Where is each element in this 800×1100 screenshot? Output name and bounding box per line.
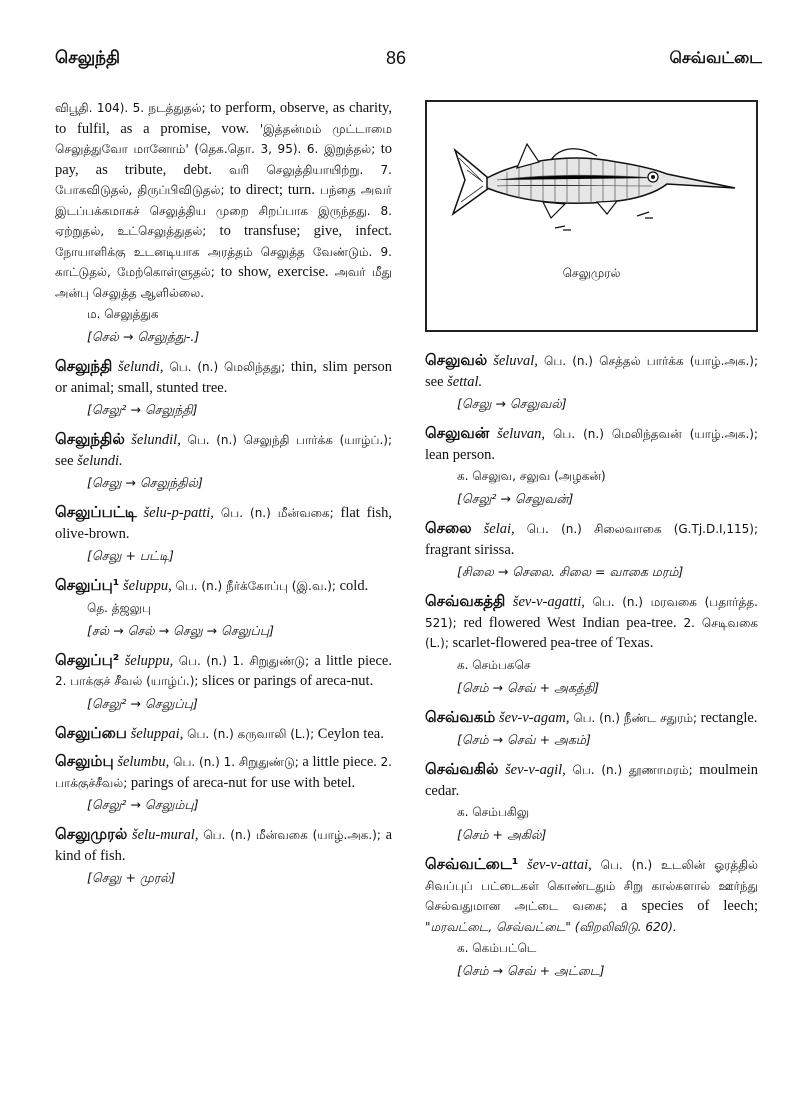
definition: thin, slim person or animal; small, stunted tree. [55,359,392,396]
romanization: šev-v-agil, [505,762,566,778]
headword: செலுவன் [425,424,490,442]
left-guide-word: செலுந்தி [55,48,120,68]
headword: செலை [425,519,472,537]
definition: a little piece. [298,754,381,770]
headword: செவ்வகத்தி [425,592,506,610]
etymology: [செலு → செலுவல்] [457,396,567,411]
romanization: šeluppu, [124,652,174,669]
intro-english-4: to transfuse; give, infect. [206,223,392,239]
part-of-speech: பெ. (n.) மெலிந்தவன் (யாழ்.அக.); [545,427,758,441]
romanization: šev-v-attai, [526,857,592,873]
part-of-speech: பெ. (n.) தூணாமரம்; [565,763,693,777]
figure-caption: செலுமுரல் [562,266,621,280]
etymology: [சல் → செல் → செலு → செலுப்பு] [87,622,274,638]
headword: செலுப்பை [55,723,127,742]
part-of-speech: பெ. (n.) நீர்க்கோப்பு (இ.வ.); [171,579,336,593]
cognate: ம. செலுத்துக [87,307,159,321]
entry-seluppai [55,723,392,745]
part-of-speech: பெ. (n.) மரவகை (பதார்த்த. 521); [425,595,758,630]
definition-2: parings of areca-nut for use with betel. [127,774,356,791]
part-of-speech: பெ. (n.) உடலின் ஓரத்தில் சிவப்புப் பட்டைகள் கொண்டதும் சிறு கால்களால் ஊர்ந்து செல்வதுமான அட்டை வகை; [425,858,759,913]
definition: a little piece. [309,652,392,669]
part-of-speech: பெ. (n.) மீன்வகை (யாழ்.அக.); [198,828,381,842]
etymology: [செம் → செவ் + அகத்தி] [457,679,600,695]
intro-tamil-5: அவர் மீது அன்பு செலுத்த ஆளில்லை. [55,265,392,300]
needlefish-illustration [447,122,737,242]
etymology: [செலு → செலுந்தில்] [87,475,203,490]
intro-english-3: to direct; turn. [224,182,320,198]
entry-seluppu-2 [55,650,392,716]
fish-illustration-box [425,100,758,332]
intro-english-2: to pay, as tribute, debt. [55,141,392,178]
headword: செவ்வகில் [425,760,499,778]
definition-2: slices or parings of areca-nut. [198,673,374,689]
part-of-speech: பெ. (n.) 1. சிறுதுண்டு; [173,653,310,668]
entry-seluval [425,350,758,416]
entry-selundi [55,356,392,422]
part-of-speech: பெ. (n.) மெலிந்தது; [163,360,286,374]
cognate: தெ. த்ஜலுபு [87,600,151,615]
page-header [0,48,800,74]
entry-sevvattai [425,854,758,983]
etymology: [செலு + பட்டி] [87,548,174,563]
romanization: šelundi, [118,359,164,375]
part-of-speech: பெ. (n.) கருவாலி (L.); [183,726,315,741]
definition: a kind of fish. [55,827,393,864]
definition: cold. [335,578,369,594]
intro-tamil-4: நோயாளிக்கு உடனடியாக அரத்தம் செலுத்த வேண்டும். 9. காட்டுதல், மேற்கொள்ளுதல்; [55,244,392,279]
romanization: šeluvan, [497,426,546,442]
entry-selai [425,518,758,584]
etymology: [செம் → செவ் + அட்டை] [457,963,605,978]
entry-selumural [55,824,392,890]
romanization: šelu-p-patti, [143,505,214,521]
definition: Ceylon tea. [314,725,384,742]
etymology: [செலு² → செலும்பு] [87,797,199,812]
entry-seluvan [425,423,758,511]
entry-sevvagil [425,759,758,847]
intro-tamil-1: விபூதி. 104). 5. நடத்துதல்; [55,101,206,115]
sense-2: 2. பாக்குச் சீவல் (யாழ்ப்.); [55,674,199,688]
cognate: க. கெம்பட்டெ [457,941,537,955]
romanization: šelai, [483,521,515,537]
romanization: šelundil, [131,432,181,448]
intro-english-1: to perform, observe, as charity, to fulfil, as a promise, vow. [55,100,392,137]
left-column [55,98,392,897]
etymology: [செல் → செலுத்து-.] [87,329,200,344]
definition: see [55,452,78,469]
etymology: [செலு² → செலுந்தி] [87,402,198,417]
right-guide-word: செவ்வட்டை [669,48,762,67]
romanization: šelu-mural, [131,827,199,843]
definition: a species of leech; [607,898,758,914]
sense-2: 2. பாக்குச்சீவல்; [55,755,392,790]
cognate: க. செம்பகசெ [457,657,531,672]
romanization: šelumbu, [117,754,170,770]
intro-tamil-3: பந்தை அவர் இடப்பக்கமாகச் செலுத்திய முறை சிறப்பாக இருந்தது. 8. ஏற்றுதல், உட்செலுத்துதல்; [55,183,392,238]
definition: fragrant sirissa. [425,541,515,558]
definition-2: scarlet-flowered pea-tree of Texas. [448,635,654,651]
entry-sevvagatti [425,591,758,700]
etymology: [செலு² → செலுவன்] [457,491,574,506]
part-of-speech: பெ. (n.) செலுந்தி பார்க்க (யாழ்ப்.); [180,433,392,447]
romanization: šev-v-agam, [498,709,570,726]
headword: செலுப்பு² [55,650,120,669]
intro-tamil-2: வரி செலுத்தியாயிற்று. 7. போகவிடுதல், திருப்பிவிடுதல்; [55,162,392,197]
intro-english-5: to show, exercise. [214,264,335,280]
definition: red flowered West Indian pea-tree. [456,614,684,631]
headword: செலுப்பு¹ [55,576,120,594]
headword: செலுப்பட்டி [55,503,137,521]
headword: செவ்வட்டை¹ [425,855,519,873]
citation: "மரவட்டை, செவ்வட்டை" (விறலிவிடு. 620). [425,919,677,934]
right-column [425,350,758,990]
part-of-speech: பெ. (n.) செத்தல் பார்க்க (யாழ்.அக.); [537,354,759,368]
part-of-speech: பெ. (n.) 1. சிறுதுண்டு; [169,755,299,769]
romanization: šev-v-agatti, [512,594,585,610]
part-of-speech: பெ. (n.) சிலைவாகை (G.Tj.D.I,115); [514,522,759,536]
etymology: [செம் → செவ் + அகம்] [457,732,591,747]
romanization: šeluppai, [130,725,184,742]
definition: lean person. [425,446,496,463]
headword: செலுந்தி [55,357,113,375]
entry-seluppatti [55,502,392,568]
definition: moulmein cedar. [425,762,758,799]
etymology: [செலு² → செலுப்பு] [87,695,198,711]
romanization: šeluppu, [122,578,172,594]
continued-entry [55,98,392,349]
headword: செலுந்தில் [55,430,125,448]
sense-2: 2. செடிவகை (L.); [425,615,758,650]
definition: rectangle. [697,709,758,726]
headword: செலும்பு [55,752,114,770]
part-of-speech: பெ. (n.) மீன்வகை; [213,506,334,520]
entry-selundil [55,429,392,495]
definition: see [425,373,448,390]
cognate: க. செலுவ, சலுவ (அழகன்) [457,469,606,483]
headword: செலுவல் [425,351,488,369]
etymology: [சிலை → செலை. சிலை = வாகை மரம்] [457,564,684,579]
entry-sevvagam [425,707,758,753]
cross-reference: šelundi. [77,452,123,469]
page-number: 86 [386,48,407,68]
part-of-speech: பெ. (n.) நீண்ட சதுரம்; [569,710,698,725]
cognate: க. செம்பகிலு [457,805,530,819]
cross-reference: šettal. [447,373,483,390]
romanization: šeluval, [493,353,538,369]
headword: செலுமுரல் [55,825,128,843]
intro-quote: 'இத்தன்மம் முட்டாமை செலுத்துவோ மானோம்' (தெக.தொ. 3, 95). 6. இறுத்தல்; [55,121,392,156]
etymology: [செம் + அகில்] [457,827,547,842]
definition: flat fish, olive-brown. [55,505,392,542]
entry-selumbu [55,751,392,817]
headword: செவ்வகம் [425,707,496,726]
etymology: [செலு + முரல்] [87,870,176,885]
entry-seluppu-1 [55,575,392,643]
